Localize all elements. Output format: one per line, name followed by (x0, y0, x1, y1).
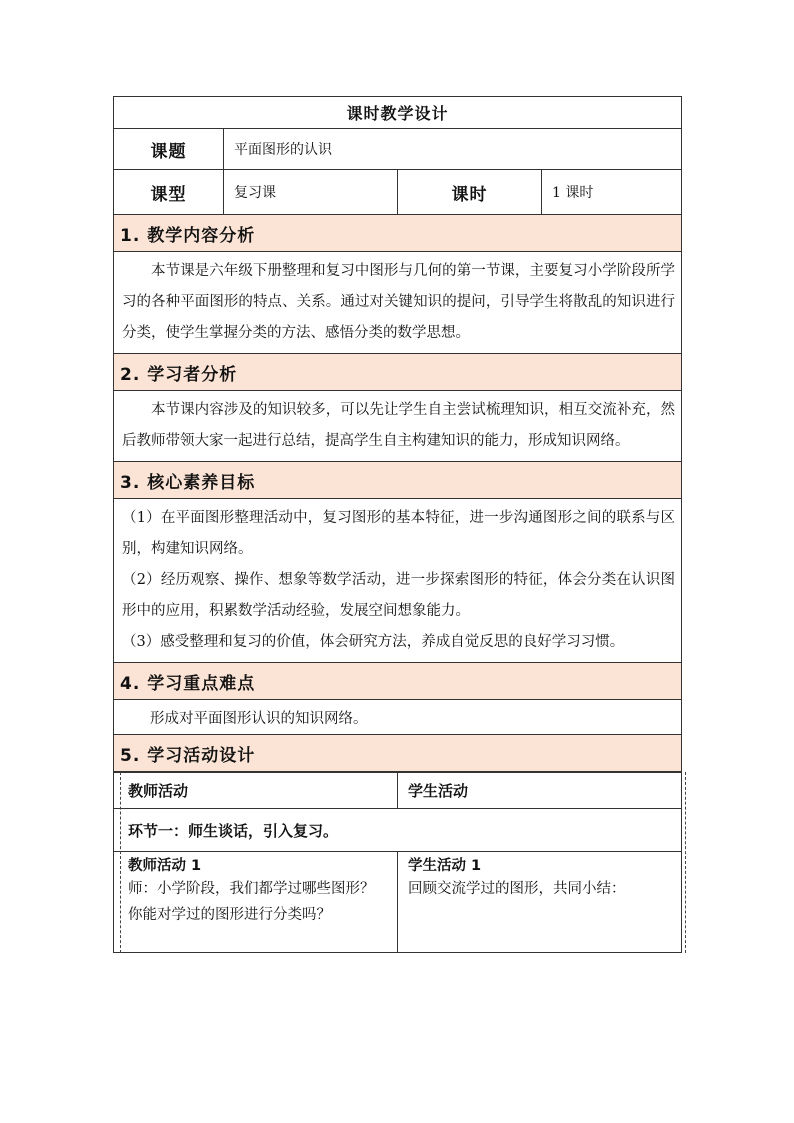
topic-value: 平面图形的认识 (224, 129, 682, 170)
core-goal-item: （1）在平面图形整理活动中，复习图形的基本特征，进一步沟通图形之间的联系与区别，构建知识网络。 (122, 510, 676, 557)
core-goal-item: （3）感受整理和复习的价值，体会研究方法，养成自觉反思的良好学习习惯。 (122, 634, 625, 650)
core-goal-item: （2）经历观察、操作、想象等数学活动，进一步探索图形的特征，体会分类在认识图形中的应用，积累数学活动经验，发展空间想象能力。 (122, 572, 676, 619)
teacher-activity-1-title: 教师活动 1 (128, 858, 202, 874)
activity-design-table (113, 772, 681, 953)
learner-analysis-text: 本节课内容涉及的知识较多，可以先让学生自主尝试梳理知识，相互交流补充，然后教师带领大家一起进行总结，提高学生自主构建知识的能力，形成知识网络。 (114, 391, 682, 462)
section-heading-key-points: 4. 学习重点难点 (114, 663, 682, 700)
dashed-inner-border-right (685, 772, 686, 953)
stage-one-title: 环节一：师生谈话，引入复习。 (114, 809, 682, 852)
dashed-inner-border-left (120, 772, 121, 953)
teacher-activity-1-text: 师：小学阶段，我们都学过哪些图形？你能对学过的图形进行分类吗？ (128, 881, 375, 923)
teacher-activity-1 (114, 852, 398, 953)
period-value: 1 课时 (542, 170, 682, 215)
lesson-plan-document (113, 96, 681, 953)
section-heading-content-analysis: 1. 教学内容分析 (114, 215, 682, 252)
student-activity-1 (398, 852, 682, 953)
period-label: 课时 (398, 170, 542, 215)
section-heading-activity-design: 5. 学习活动设计 (114, 735, 682, 772)
lesson-type-label: 课型 (114, 170, 224, 215)
document-title: 课时教学设计 (114, 97, 682, 129)
teacher-activity-header: 教师活动 (114, 773, 398, 809)
student-activity-header: 学生活动 (398, 773, 682, 809)
core-goals-list (114, 499, 682, 663)
student-activity-1-title: 学生活动 1 (408, 858, 482, 874)
student-activity-1-text: 回顾交流学过的图形，共同小结： (408, 881, 626, 897)
key-points-text: 形成对平面图形认识的知识网络。 (114, 700, 682, 735)
section-heading-learner-analysis: 2. 学习者分析 (114, 354, 682, 391)
content-analysis-text: 本节课是六年级下册整理和复习中图形与几何的第一节课，主要复习小学阶段所学习的各种平面图形的特点、关系。通过对关键知识的提问，引导学生将散乱的知识进行分类，使学生掌握分类的方法、感悟分类的数学思想。 (114, 252, 682, 354)
topic-label: 课题 (114, 129, 224, 170)
lesson-plan-table (113, 96, 682, 772)
section-heading-core-goals: 3. 核心素养目标 (114, 462, 682, 499)
lesson-type-value: 复习课 (224, 170, 398, 215)
